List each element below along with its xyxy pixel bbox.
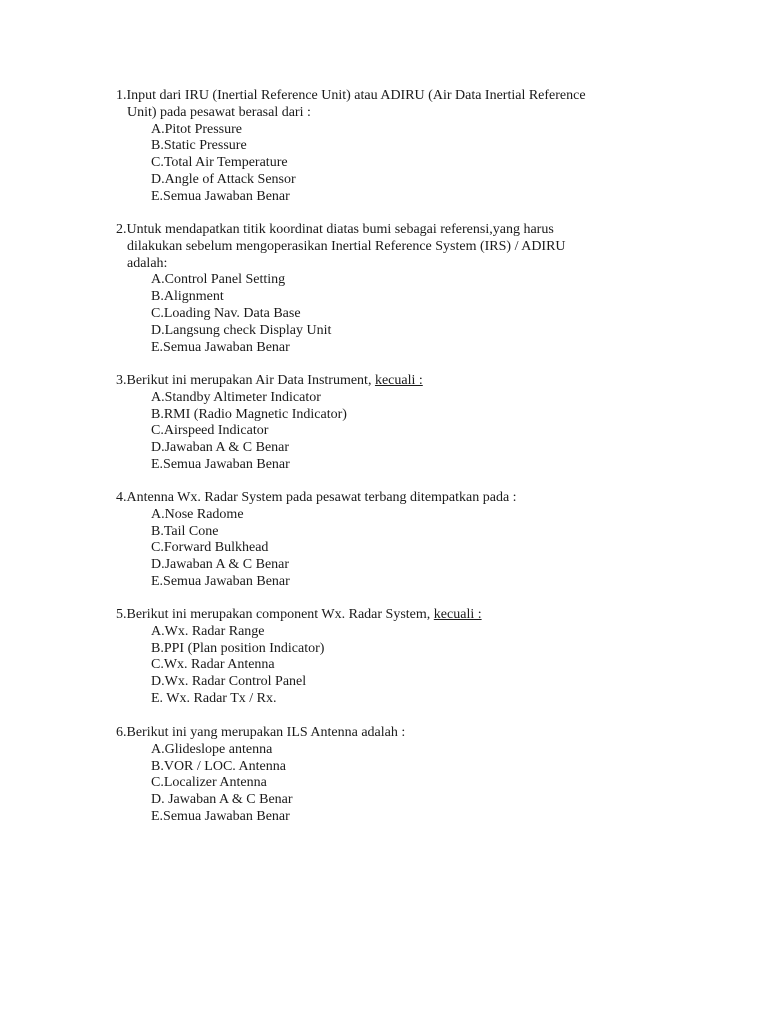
question-3-option-b: B.RMI (Radio Magnetic Indicator)	[151, 406, 347, 422]
question-3-text-line-1	[116, 373, 656, 390]
question-1-option-c: C.Total Air Temperature	[151, 155, 288, 171]
question-4	[116, 490, 656, 591]
question-6	[116, 725, 656, 826]
question-5-kecuali: kecuali :	[433, 607, 482, 622]
question-4-option-d: D.Jawaban A & C Benar	[151, 557, 290, 573]
question-5-option-e: E. Wx. Radar Tx / Rx.	[151, 690, 277, 706]
question-3	[116, 373, 656, 474]
question-3-option-e: E.Semua Jawaban Benar	[151, 456, 290, 472]
question-2-text-line-3: adalah:	[127, 255, 168, 271]
question-6-option-d: D. Jawaban A & C Benar	[151, 792, 293, 808]
question-3-option-a: A.Standby Altimeter Indicator	[151, 389, 321, 405]
question-2-option-a: A.Control Panel Setting	[151, 272, 286, 288]
question-2-option-b: B.Alignment	[151, 289, 224, 305]
question-1-option-a: A.Pitot Pressure	[151, 121, 242, 137]
question-2-option-e: E.Semua Jawaban Benar	[151, 339, 290, 355]
question-3-text: 3.Berikut ini merupakan Air Data Instrument,	[116, 373, 375, 388]
question-6-option-b: B.VOR / LOC. Antenna	[151, 758, 286, 774]
question-5	[116, 607, 656, 708]
question-5-option-b: B.PPI (Plan position Indicator)	[151, 640, 325, 656]
question-4-option-a: A.Nose Radome	[151, 506, 244, 522]
question-6-option-e: E.Semua Jawaban Benar	[151, 808, 290, 824]
question-3-option-d: D.Jawaban A & C Benar	[151, 440, 290, 456]
question-1-text-line-2: Unit) pada pesawat berasal dari :	[127, 104, 311, 120]
question-2	[116, 222, 656, 356]
question-5-text: 5.Berikut ini merupakan component Wx. Radar System,	[116, 607, 434, 622]
question-1-option-b: B.Static Pressure	[151, 138, 247, 154]
question-2-option-d: D.Langsung check Display Unit	[151, 322, 332, 338]
question-4-text-line-1: 4.Antenna Wx. Radar System pada pesawat terbang ditempatkan pada :	[116, 490, 517, 505]
question-5-option-d: D.Wx. Radar Control Panel	[151, 674, 307, 690]
question-6-option-a: A.Glideslope antenna	[151, 741, 273, 757]
question-3-option-c: C.Airspeed Indicator	[151, 423, 269, 439]
question-1-option-d: D.Angle of Attack Sensor	[151, 171, 296, 187]
question-6-option-c: C.Localizer Antenna	[151, 775, 267, 791]
question-2-text-line-2: dilakukan sebelum mengoperasikan Inertial Reference System (IRS) / ADIRU	[127, 238, 566, 254]
question-5-text-line-1	[116, 607, 656, 624]
question-4-option-c: C.Forward Bulkhead	[151, 540, 269, 556]
question-5-option-a: A.Wx. Radar Range	[151, 623, 265, 639]
question-5-option-c: C.Wx. Radar Antenna	[151, 657, 275, 673]
question-4-option-e: E.Semua Jawaban Benar	[151, 573, 290, 589]
question-3-kecuali: kecuali :	[374, 373, 423, 388]
question-1	[116, 88, 656, 206]
question-1-text-line-1: 1.Input dari IRU (Inertial Reference Unit) atau ADIRU (Air Data Inertial Reference	[116, 88, 586, 103]
question-1-option-e: E.Semua Jawaban Benar	[151, 188, 290, 204]
question-6-text-line-1: 6.Berikut ini yang merupakan ILS Antenna adalah :	[116, 725, 406, 740]
question-2-option-c: C.Loading Nav. Data Base	[151, 305, 301, 321]
question-4-option-b: B.Tail Cone	[151, 523, 219, 539]
question-2-text-line-1: 2.Untuk mendapatkan titik koordinat diatas bumi sebagai referensi,yang harus	[116, 222, 554, 237]
